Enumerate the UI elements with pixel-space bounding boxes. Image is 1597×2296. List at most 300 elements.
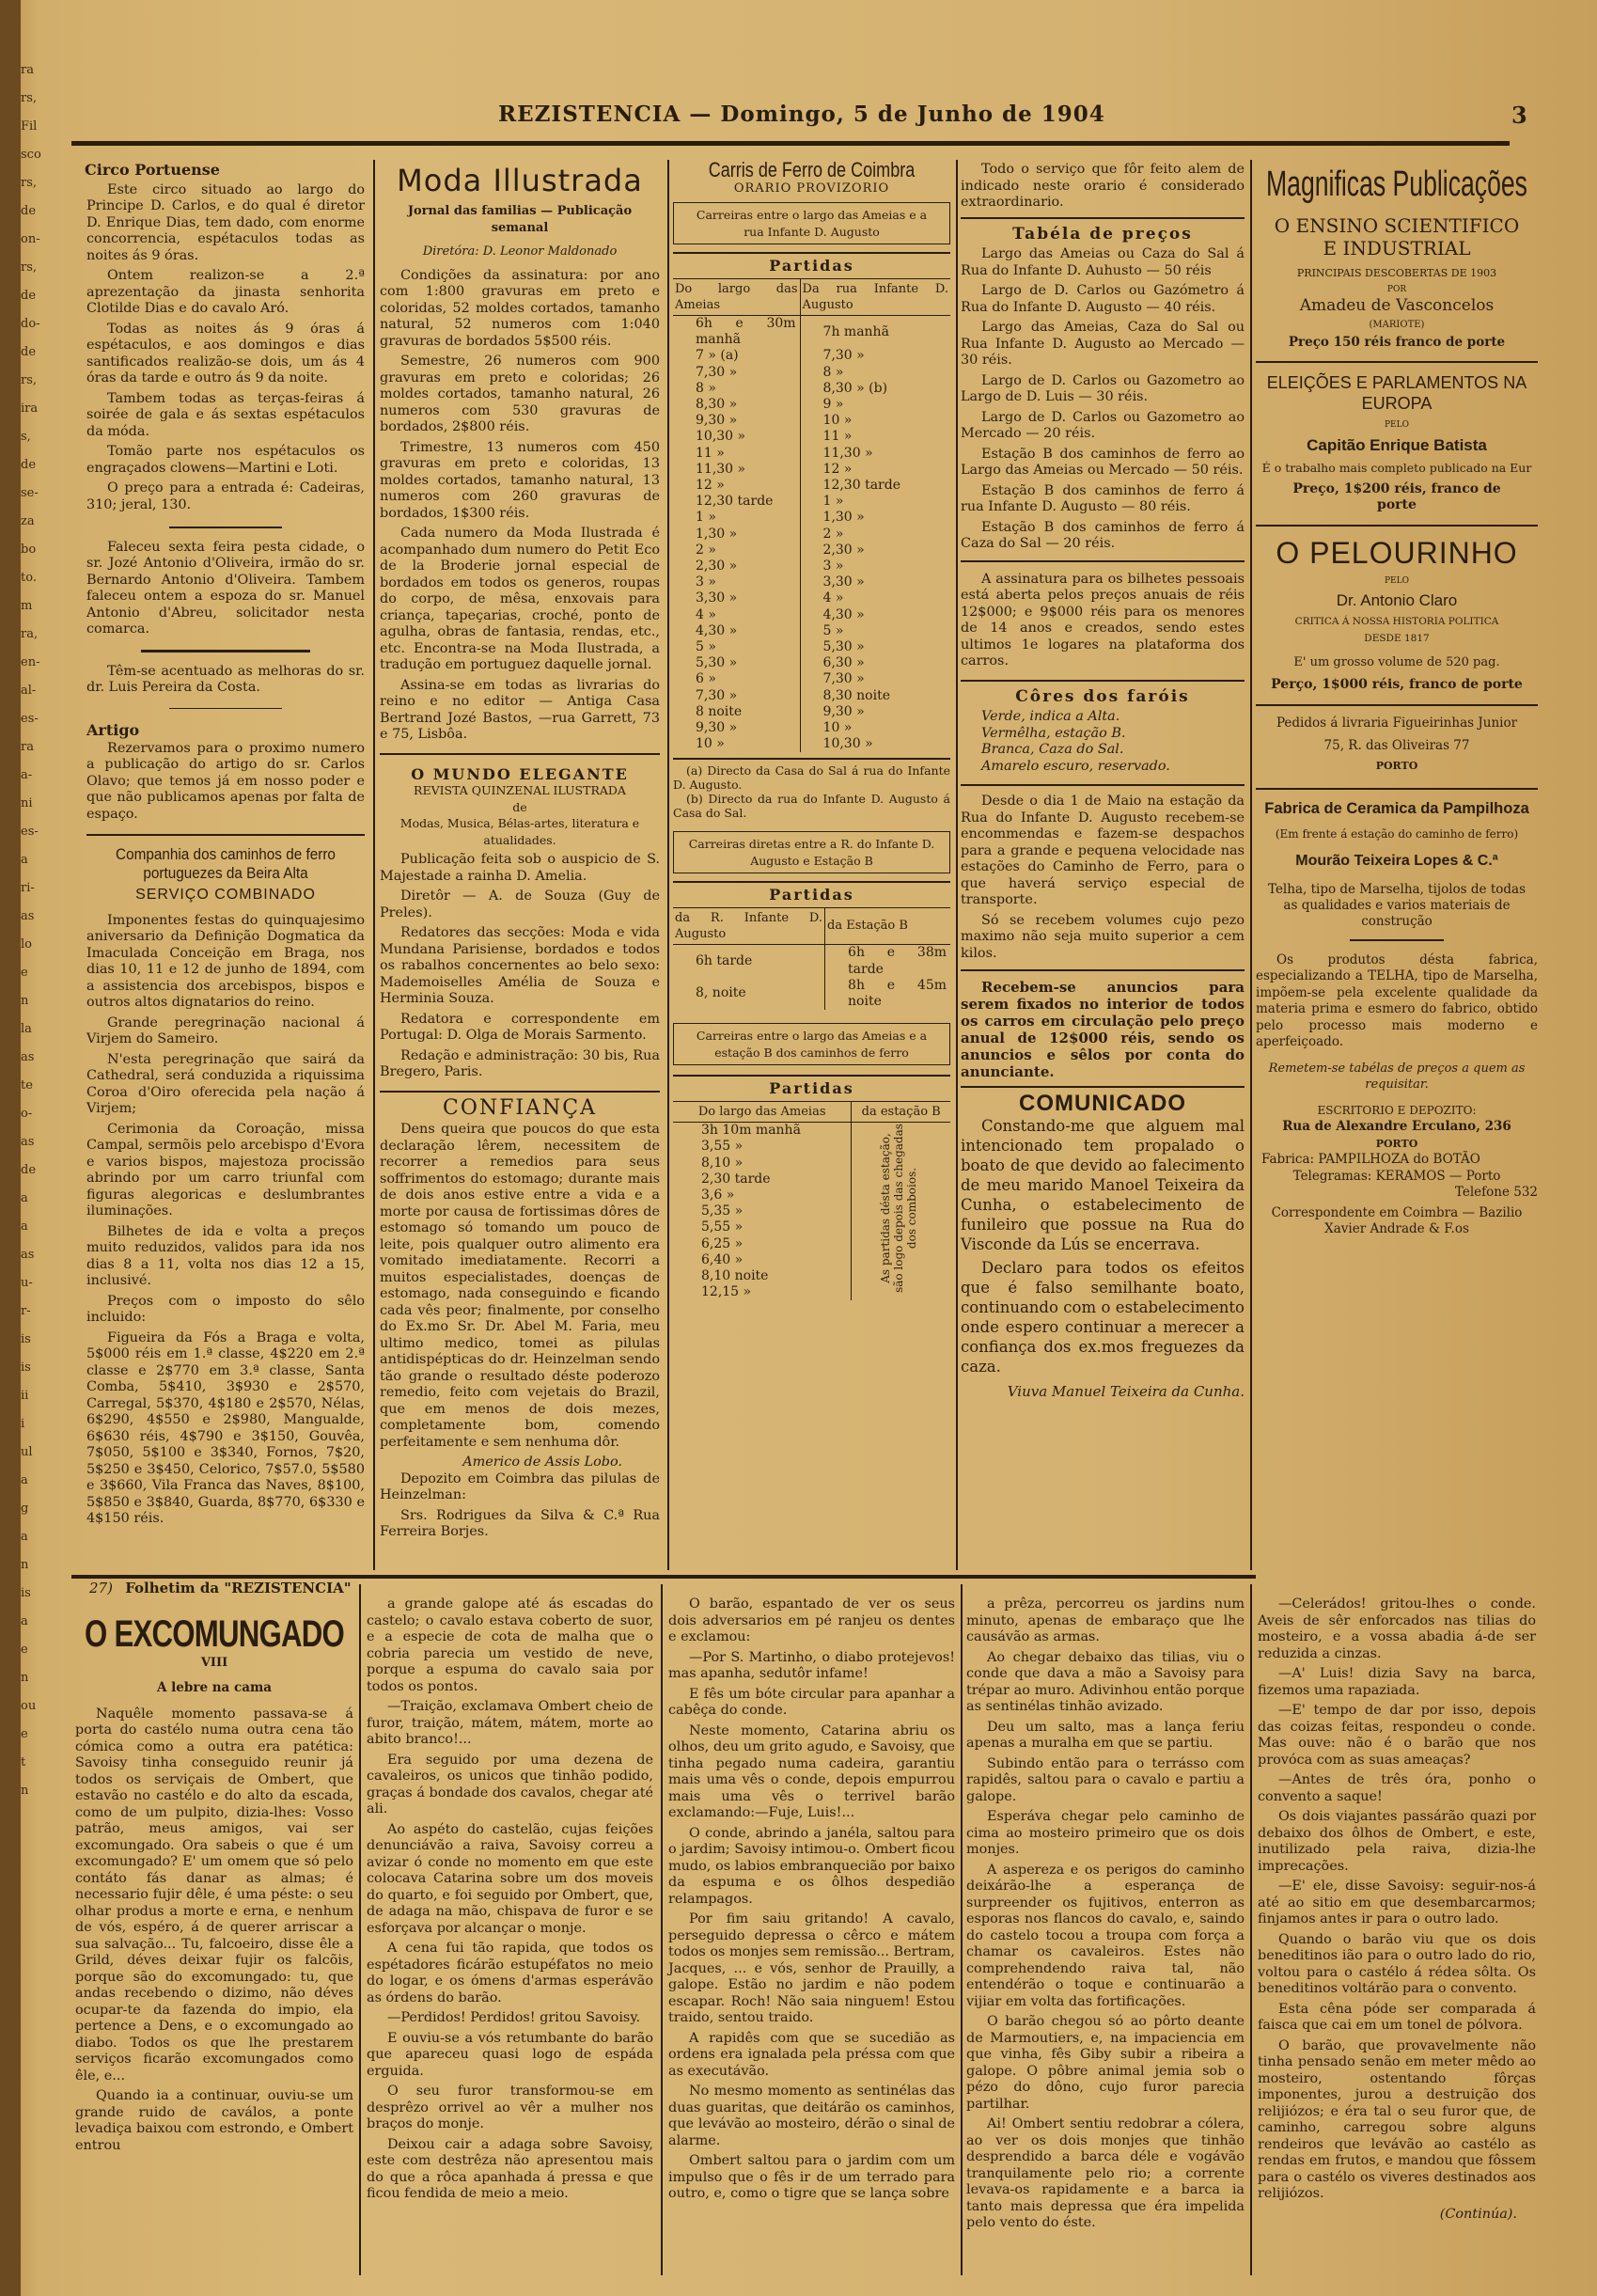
schedule-1-row xyxy=(673,558,950,574)
margin-fragment: la xyxy=(21,1022,32,1036)
margin-fragment: is xyxy=(21,1586,31,1600)
companhia-paragraph: N'esta peregrinação que sairá da Cathedral, será conduzida a riquissima Coroa d'Oiro oferecida pela nação á Virjem; xyxy=(86,1051,365,1116)
schedule-cell: 6h e 30m manhã xyxy=(673,315,800,348)
schedule-3 xyxy=(673,1102,950,1301)
comunicado-article xyxy=(961,1116,1245,1376)
desde-label: DESDE 1817 xyxy=(1364,632,1430,644)
companhia-title: Companhia dos caminhos de ferro portuguezes da Beira Alta xyxy=(116,845,336,882)
schedule-3-row: 3,6 » xyxy=(701,1187,735,1203)
schedule-1-row xyxy=(673,365,950,381)
tabela-title: Tabéla de preços xyxy=(1012,224,1193,244)
cores-list xyxy=(961,709,1245,775)
folhetim-paragraph: Ai! Ombert sentiu redobrar a cólera, ao ver os dois monjes que tinhão desprendido a barca déle e vogávão tranquilamente pelo rio; a corrente levava-os rapidamente e a barca ia tanto mais depressa que éra impelida pelo vento do éste. xyxy=(966,2116,1245,2230)
schedule-cell: 9,30 » xyxy=(673,413,800,429)
schedule-cell: 9,30 » xyxy=(673,720,800,736)
schedule-cell: 12,30 tarde xyxy=(673,494,800,510)
folhetim-paragraph: —E' ele, disse Savoisy: seguir-nos-á até ao sitio em que desembarcarmos; finjamos antes ir para o outro lado. xyxy=(1258,1879,1536,1926)
schedule-cell: 2,30 » xyxy=(822,542,865,558)
moda-subtitle: Jornal das familias — Publicação semanal xyxy=(407,204,633,235)
por-label: POR xyxy=(1386,284,1407,294)
schedule-cell: 7,30 » xyxy=(673,688,800,704)
confianca-deposit: Depozito em Coimbra das pilulas de Heinzelman: xyxy=(380,1470,660,1502)
schedule-3-row: 6,25 » xyxy=(701,1235,744,1251)
trabalho-note: É o trabalho mais completo publicado na Eur xyxy=(1261,460,1532,475)
margin-fragment: rs, xyxy=(21,176,38,190)
remetem-note: Remetem-se tabélas de preços a quem as requisitar. xyxy=(1268,1061,1526,1092)
margin-fragment: as xyxy=(21,909,35,923)
separator xyxy=(1256,788,1538,790)
schedule-cell: 6h e 38m tarde xyxy=(848,945,947,977)
separator xyxy=(169,527,282,528)
schedule-1-row xyxy=(673,543,950,558)
margin-fragment: al- xyxy=(21,684,37,698)
folhetim-text-3 xyxy=(668,1596,955,2203)
folhetim-paragraph: —Antes de três óra, ponho o convento a saque! xyxy=(1258,1772,1536,1804)
margin-fragment: as xyxy=(21,1248,35,1262)
margin-fragment: a xyxy=(21,1191,28,1205)
circo-paragraph: Este circo situado ao largo do Principe D. Carlos, e do qual é diretor D. Enrique Dias, tem dado, com enorme concorrencia, espétaculos todas as noites ás 9 óras. xyxy=(86,181,365,263)
margin-fragment: s, xyxy=(21,430,31,444)
schedule-1-row xyxy=(673,574,950,590)
margin-fragment: rs, xyxy=(21,260,38,275)
margin-fragment: ra xyxy=(21,740,34,754)
route-2-box: Carreiras diretas entre a R. do Infante D. Augusto e Estação B xyxy=(673,831,950,873)
margin-fragment: Fil xyxy=(21,119,38,134)
confianca-paragraph: Dens queira que poucos do que esta declaração lêrem, necessitem de recorrer a remedios para seus soffrimentos do estomago; durante mais de dois anos estive entre a vida e a morte por causa de fortissimas dôres de estomago só tomando um pouco de leite, pois qualquer outro alimento era vomitado imediatamente. Recorri a muitos especialistades, doenças de estomago, nada conseguindo e ficando cada vês peor; finalmente, por conselho do Ex.mo Sr. Dr. Abel M. Faria, meu ultimo medico, tomei as pilulas antidispépticas do dr. Heinzelman sendo tão grande o resultado déste poderozo remedio, feito com vejetais do Brazil, que em menos de dois mezes, completamente bom, comendo perfeitamente e sem nenhuma dôr. xyxy=(380,1122,660,1450)
schedule-1-row xyxy=(673,397,950,413)
continua-label: (Continúa). xyxy=(1439,2206,1517,2222)
schedule-2-row xyxy=(673,945,950,978)
folhetim-paragraph: Quando o barão viu que os dois beneditinos ião para o outro lado do rio, voltou para o castélo á rédea sôlta. Os beneditinos voltárão para o convento. xyxy=(1258,1931,1536,1996)
pelo-label-2: PELO xyxy=(1385,576,1409,586)
folhetim-paragraph: E fês um bóte circular para apanhar a cabêça do conde. xyxy=(668,1686,955,1718)
moda-article xyxy=(380,268,660,744)
schedule-cell: 1,30 » xyxy=(822,510,865,526)
confianca-title: CONFIANÇA xyxy=(443,1095,597,1120)
health-note: Têm-se acentuado as melhoras do sr. dr. Luis Pereira da Costa. xyxy=(86,663,365,695)
author-amadeu: Amadeu de Vasconcelos xyxy=(1299,296,1495,315)
separator xyxy=(169,708,282,710)
schedule-cell: 10,30 » xyxy=(673,429,800,445)
separator xyxy=(141,650,310,653)
margin-fragment: t xyxy=(21,1755,26,1769)
margin-fragment: do- xyxy=(21,317,40,331)
margin-fragment: ni xyxy=(21,796,33,810)
maio-article xyxy=(961,794,1245,962)
page-header xyxy=(56,102,1542,139)
schedule-cell: 7 » (a) xyxy=(673,348,800,364)
folhetim-text-4 xyxy=(966,1596,1245,2232)
cores-item: Branca, Caza do Sal. xyxy=(981,742,1124,757)
schedule-1-row xyxy=(673,688,950,704)
schedule-cell: 3 » xyxy=(822,558,844,574)
pelo-label: PELO xyxy=(1385,419,1409,430)
folhetim-paragraph: Era seguido por uma dezena de cavaleiros, os unicos que tinhão podido, graças á bondade dos cavalos, chegar até ali. xyxy=(367,1752,653,1816)
schedule-3-row: 5,35 » xyxy=(701,1203,744,1219)
circo-paragraph: Tambem todas as terças-feiras á soirée de gala e ás sextas espétaculos da móda. xyxy=(86,390,365,439)
schedule-table-1 xyxy=(673,279,950,753)
schedule-cell: 2 » xyxy=(822,526,844,542)
margin-fragment: de xyxy=(21,458,37,472)
circo-paragraph: Tomão parte nos espétaculos os engraçados clowens—Martini e Loti. xyxy=(86,444,365,476)
schedule-cell: 5 » xyxy=(673,639,800,655)
column-rule xyxy=(373,160,375,1570)
schedule-1-row xyxy=(673,655,950,671)
comunicado-title: COMUNICADO xyxy=(1019,1091,1186,1116)
separator xyxy=(1350,939,1444,941)
schedule-1-row xyxy=(673,315,950,348)
preco-1: Preço 150 réis franco de porte xyxy=(1288,335,1506,350)
margin-fragment: r- xyxy=(21,1304,31,1318)
folhetim-rule xyxy=(71,1575,1256,1579)
schedule-cell: 1 » xyxy=(673,510,800,526)
schedule-cell: 8 » xyxy=(822,364,844,380)
schedule-3-row: 5,55 » xyxy=(701,1219,744,1235)
separator xyxy=(673,758,950,760)
folhetim-label: Folhetim da "REZISTENCIA" xyxy=(125,1580,352,1596)
schedule-cell: 5 » xyxy=(822,622,844,638)
orario-note: Todo o serviço que fôr feito alem de indicado neste orario é considerado extraordinario. xyxy=(961,162,1245,210)
volume-note: E' um grosso volume de 520 pag. xyxy=(1293,655,1500,669)
folhetim-paragraph: Deixou cair a adaga sobre Savoisy, este com destrêza não apresentou mais do que a rôca apanhada á pressa e que ficou fendida de meio a meio. xyxy=(367,2136,653,2201)
magnificas-title: Magnificas Publicações xyxy=(1266,165,1527,204)
schedule-cell: 6 » xyxy=(673,671,800,687)
margin-fragment: e xyxy=(21,1727,28,1741)
mundo-topics: Modas, Musica, Bélas-artes, literatura e atualidades. xyxy=(399,816,640,847)
maio-paragraph: Só se recebem volumes cujo pezo maximo não seja muito superior a cem kilos. xyxy=(961,912,1245,961)
tabela-precos xyxy=(961,246,1245,553)
companhia-paragraph: Imponentes festas do quinquajesimo aniversario da Definição Dogmatica da Imaculada Conceição em Braga, nos dias 10, 11 e 12 de junho de 1894, com a assistencia dos arcebispos, bispos e outros altos dignatarios do reino. xyxy=(86,912,365,1010)
schedule-1-row xyxy=(673,607,950,623)
schedule-1-row xyxy=(673,590,950,606)
margin-fragment: ra xyxy=(21,63,34,77)
column-rule xyxy=(1250,1584,1252,2275)
margin-fragment: ul xyxy=(21,1445,33,1459)
schedule-cell: 1 » xyxy=(822,494,844,510)
escritorio-label: ESCRITORIO E DEPOZITO: xyxy=(1317,1103,1477,1117)
obituary-article xyxy=(86,540,365,638)
moda-paragraph: Semestre, 26 numeros com 900 gravuras em preto e coloridas; 26 moldes cortados, tamanho natural, 26 numeros com 530 gravuras de bordados, 2$800 réis. xyxy=(380,354,660,434)
folhetim-paragraph: A rapidês com que se sucedião as ordens era ignalada pela préssa com que as executávão. xyxy=(668,2030,955,2079)
margin-fragment: as xyxy=(21,1050,35,1064)
schedule-cell: 12 » xyxy=(673,478,800,494)
margin-fragment: e xyxy=(21,1643,28,1657)
column-rule xyxy=(667,160,669,1570)
cores-item: Vermêlha, estação B. xyxy=(981,725,1126,741)
margin-fragment: de xyxy=(21,345,37,359)
folhetim-text-1 xyxy=(75,1706,353,2155)
schedule-3-row: 3,55 » xyxy=(701,1139,744,1155)
maio-paragraph: Desde o dia 1 de Maio na estação da Rua do Infante D. Augusto recebem-se encommendas e fazem-se despachos para a grande e pequena velocidade nas estações do Caminho de Ferro, para o que haverá serviço especial de transporte. xyxy=(961,794,1245,907)
cores-item: Verde, indica a Alta. xyxy=(981,709,1120,724)
schedule-3-row: 3h 10m manhã xyxy=(701,1123,801,1139)
separator xyxy=(1256,704,1538,706)
artigo-heading: Artigo xyxy=(86,721,140,739)
separator xyxy=(380,753,660,755)
companhia-paragraph: Figueira da Fós a Braga e volta, 5$000 réis em 1.ª classe, 4$220 em 2.ª classe e 2$770 em 3.ª classe, Santa Comba, 5$410, 3$930 e 2$570, Carregal, 5$370, 4$180 e 2$570, Nélas, 6$290, 4$550 e 2$980, Mangualde, 6$630 réis, 4$790 e 3$150, Gouvêa, 7$050, 5$100 e 3$340, Fornos, 7$20, 5$250 e 3$450, Celorico, 7$57.0, 5$580 e 3$660, Vila Franca das Naves, 8$100, 5$850 e 3$840, Guarda, 8$770, 6$330 e 4$150 réis. xyxy=(86,1329,365,1526)
folhetim-paragraph: O seu furor transformou-se em desprêzo orrivel ao vêr a mulher nos braços do monje. xyxy=(367,2084,653,2131)
margin-fragment: to. xyxy=(21,571,37,585)
margin-fragment: de xyxy=(21,289,37,303)
moda-paragraph: Cada numero da Moda Ilustrada é acompanhado dum numero do Petit Eco de la Broderie jornal especial de bordados em todos os generos, roupas do corpo, de mêsa, enxovais para criança, tapeçarias, croché, ponto de agulha, obras de fantasia, rendas, etc., etc. Encontra-se na Moda Ilustrada, a tradução em portuguez daquelle jornal. xyxy=(380,526,660,672)
margin-fragment: i xyxy=(21,1417,25,1431)
schedule-cell: 10 » xyxy=(822,413,853,429)
separator xyxy=(961,969,1245,971)
companhia-paragraph: Grande peregrinação nacional á Virjem do Sameiro. xyxy=(86,1014,365,1046)
schedule-cell: 12 » xyxy=(822,461,853,477)
schedule-2-col-a: da R. Infante D. Augusto xyxy=(673,908,825,945)
folhetim-paragraph: No mesmo momento as sentinélas das duas guaritas, que deitárão os caminhos, que levávão ao mosteiro, dérão o sinal de alarme. xyxy=(668,2084,955,2148)
schedule-cell: 3 » xyxy=(673,574,800,590)
schedule-1-row xyxy=(673,736,950,752)
margin-fragment: n xyxy=(21,1558,29,1572)
schedule-3-col-a: Do largo das Ameias xyxy=(673,1102,851,1124)
schedule-cell: 11,30 » xyxy=(822,445,873,461)
margin-fragment: te xyxy=(21,1078,33,1093)
folhetim-paragraph: A aspereza e os perigos do caminho deixárão-lhe a esperança de surpreender os fujitivos, enterron as esporas nos flancos do cavalo, e, saindo do castelo tocou a troupa com força a chamar os cavaleiros. Estes não comprehendendo raiva tal, não entendérão o toque e continuarão a vijiar em volta das fortificações. xyxy=(966,1862,1245,2009)
schedule-1-row xyxy=(673,381,950,397)
page-number: 3 xyxy=(1511,102,1527,129)
folhetim-paragraph: Os dois viajantes passárão quazi por debaixo dos ôlhos de Ombert, e este, inutilizado pela raiva, dizia-lhe imprecações. xyxy=(1258,1809,1536,1874)
margin-fragment: m xyxy=(21,599,33,613)
companhia-paragraph: Bilhetes de ida e volta a preços muito reduzidos, validos para ida nos dias 8 a 11, volta nos dias 12 a 15, inclusivé. xyxy=(86,1223,365,1288)
schedule-1-row xyxy=(673,462,950,478)
separator xyxy=(961,217,1245,219)
partidas-heading-2: Partidas xyxy=(673,881,950,908)
folhetim-text-5 xyxy=(1258,1596,1536,2203)
folhetim-paragraph: Por fim saiu gritando! A cavalo, perseguido depressa o cêrco e mátem todos os monjes sem remissão... Bertram, Jacques, ... e vós, senhor de Prauilly, a galope. Estão no jardim e não podem escapar. Roch! Não saia ninguem! Estou traido, sentou traido. xyxy=(668,1911,955,2025)
folhetim-paragraph: Neste momento, Catarina abriu os olhos, deu um grito agudo, e Savoisy, que tinha pegado numa cadeira, garantiu mais uma vês o conde, depois empurrou mais uma vês o terrivel barão exclamando:—Fuje, Luis!... xyxy=(668,1722,955,1820)
telefone: Telefone 532 xyxy=(1454,1185,1538,1200)
tabela-paragraph: Largo das Ameias, Caza do Sal ou Rua Infante D. Augusto ao Mercado — 30 réis. xyxy=(961,320,1245,368)
margin-fragment: is xyxy=(21,1360,31,1375)
column-5 xyxy=(1256,162,1538,1238)
schedule-1-row xyxy=(673,413,950,429)
mundo-paragraph: Redatores das secções: Moda e vida Mundana Parisiense, bordados e todos os rabalhos concernentes ao belo sexo: Mademoiselles Amélia de Souza e Herminia Souza. xyxy=(380,925,660,1006)
fabrica-address: Fabrica: PAMPILHOZA do BOTÃO xyxy=(1261,1152,1480,1167)
tabela-paragraph: Largo de D. Carlos ou Gazometro ao Largo de D. Luis — 30 réis. xyxy=(961,372,1245,404)
schedule-cell: 7h manhã xyxy=(822,323,889,339)
margin-fragment: o- xyxy=(21,1107,33,1121)
moda-paragraph: Assina-se em todas as livrarias do reino e no editor — Antiga Casa Bertrand Jozé Bastos, —rua Garrett, 73 e 75, Lisbôa. xyxy=(380,677,660,742)
folhetim-col-4 xyxy=(966,1596,1245,2236)
column-1 xyxy=(86,162,365,1532)
route-3-box: Carreiras entre o largo das Ameias e a estação B dos caminhos de ferro xyxy=(673,1023,950,1065)
margin-fragment: a xyxy=(21,1219,28,1234)
separator xyxy=(380,1091,660,1093)
mundo-article xyxy=(380,852,660,1081)
assinatura-text: A assinatura para os bilhetes pessoais está aberta pelos preços anuais de réis 12$000; e 9$000 réis para os menores de 14 anos e creados, sendo estes ultimos 1e logares na plataforma dos carros. xyxy=(961,571,1245,668)
route-1-box: Carreiras entre o largo das Ameias e a rua Infante D. Augusto xyxy=(673,202,950,244)
folhetim-paragraph: —Por S. Martinho, o diabo protejevos! mas apanha, sedutôr infame! xyxy=(668,1649,955,1681)
folhetim-paragraph: —A' Luis! dizia Savy na barca, fizemos uma rapaziada. xyxy=(1258,1666,1536,1698)
note-a: (a) Directo da Casa do Sal á rua do Infante D. Augusto. xyxy=(673,763,950,793)
companhia-paragraph: Preços com o imposto do sêlo incluido: xyxy=(86,1293,365,1325)
folhetim-col-3 xyxy=(668,1596,955,2207)
left-binding-margin xyxy=(0,0,21,2296)
folhetim-col-2 xyxy=(367,1596,653,2207)
tabela-paragraph: Estação B dos caminhos de ferro á rua Infante D. Augusto — 80 réis. xyxy=(961,482,1245,514)
schedule-cell: 11,30 » xyxy=(673,462,800,478)
escritorio-rua: Rua de Alexandre Erculano, 236 xyxy=(1282,1119,1511,1134)
mundo-paragraph: Publicação feita sob o auspicio de S. Majestade a rainha D. Amelia. xyxy=(380,852,660,884)
confianca-article xyxy=(380,1122,660,1451)
schedule-1-row xyxy=(673,348,950,364)
carris-title: Carris de Ferro de Coimbra xyxy=(708,158,916,181)
comunicado-paragraph: Declaro para todos os efeitos que é falso semilhante boato, continuando com o estabelecimento onde espero continuar a merecer a confiança dos ex.mos freguezes da caza. xyxy=(961,1258,1245,1376)
margin-fragment: ii xyxy=(21,1389,29,1403)
column-rule xyxy=(661,1584,663,2275)
schedule-cell: 9 » xyxy=(822,396,844,412)
tabela-paragraph: Estação B dos caminhos de ferro á Caza do Sal — 20 réis. xyxy=(961,519,1245,551)
schedule-cell: 8 noite xyxy=(673,704,800,720)
critica-title: CRITICA Á NOSSA HISTORIA POLITICA xyxy=(1294,616,1499,627)
folhetim-paragraph: Esperáva chegar pelo caminho de cima ao mosteiro primeiro que os dois monjes. xyxy=(966,1809,1245,1857)
folhetim-paragraph: —E' tempo de dar por isso, depois das coizas feitas, respondeu o conde. Mas ouve: não é o barão que nos provóca com as suas ameaças? xyxy=(1258,1703,1536,1768)
companhia-subtitle: SERVIÇO COMBINADO xyxy=(135,887,316,903)
column-2 xyxy=(380,162,660,1545)
margin-fragment: g xyxy=(21,1502,29,1516)
column-4 xyxy=(961,162,1245,1400)
margin-fragment: a- xyxy=(21,768,33,782)
schedule-cell: 10,30 » xyxy=(822,736,873,752)
schedule-cell: 8, noite xyxy=(673,978,825,1010)
folhetim-paragraph: O barão chegou só ao pôrto deante de Marmoutiers, e, na impaciencia em que vinha, fês Giby subir a ribeira a galope. O pôbre animal jemia sob o pézo do dôno, cujo furor parecia partilhar. xyxy=(966,2014,1245,2112)
fabrica-location: (Em frente á estação do caminho de ferro) xyxy=(1275,827,1519,841)
folhetim-paragraph: —Celerádos! gritou-lhes o conde. Aveis de sêr enforcados nas tilias do mosteiro, e a vossa abadia á-de ser reduzida a cinzas. xyxy=(1258,1596,1536,1661)
folhetim-paragraph: —Traição, exclamava Ombert cheio de furor, traição, mátem, mátem, morte ao abito branco!... xyxy=(367,1699,653,1747)
schedule-3-row: 8,10 noite xyxy=(701,1267,769,1283)
folhetim-paragraph: A cena fui tão rapida, que todos os espétadores ficárão estupéfatos no meio do logar, e os ómens d'armas esperávão as órdens do barão. xyxy=(367,1941,653,2005)
tabela-paragraph: Largo das Ameias ou Caza do Sal á Rua do Infante D. Auhusto — 50 réis xyxy=(961,246,1245,278)
mundo-subtitle: REVISTA QUINZENAL ILUSTRADA xyxy=(414,783,626,797)
separator xyxy=(961,560,1245,562)
schedule-1-col-a: Do largo das Ameias xyxy=(673,279,800,316)
folhetim-paragraph: Deu um salto, mas a lança feriu apenas a muralha em que se partiu. xyxy=(966,1719,1245,1751)
separator xyxy=(961,680,1245,682)
tabela-paragraph: Largo de D. Carlos ou Gazometro ao Mercado — 20 réis. xyxy=(961,409,1245,441)
column-3 xyxy=(673,158,950,1300)
schedule-cell: 3,30 » xyxy=(673,590,800,606)
schedule-1-row xyxy=(673,494,950,510)
moda-director: Diretóra: D. Leonor Maldonado xyxy=(422,244,618,259)
margin-fragment: is xyxy=(21,1332,31,1346)
folhetim-paragraph: Ombert saltou para o jardim com um impulso que o fês ir de um terrado para outro, e, como o tigre que se lança sobre xyxy=(668,2153,955,2201)
schedule-cell: 1,30 » xyxy=(673,527,800,543)
margin-fragment: ra, xyxy=(21,627,39,641)
schedule-2-col-b: da Estação B xyxy=(825,908,950,945)
folhetim-col-5 xyxy=(1258,1596,1536,2223)
folhetim-paragraph: O conde, abrindo a janéla, saltou para o jardim; Savoisy intimou-o. Ombert ficou mudo, os labios embranquecião por baixo da espuma e os ôlhos despedião relampagos. xyxy=(668,1825,955,1907)
schedule-cell: 4 » xyxy=(822,590,844,606)
schedule-cell: 11 » xyxy=(673,446,800,462)
partidas-heading-1: Partidas xyxy=(673,252,950,279)
preco-2: Preço, 1$200 réis, franco de porte xyxy=(1292,481,1501,512)
column-rule xyxy=(961,1584,963,2275)
tabela-paragraph: Largo de D. Carlos ou Gazómetro á Rua do Infante D. Augusto — 40 réis. xyxy=(961,283,1245,315)
schedule-3-col-b: da estação B xyxy=(852,1102,950,1124)
margin-fragment: de xyxy=(21,1163,37,1177)
margin-fragment: as xyxy=(21,1135,35,1149)
obituary-paragraph: Faleceu sexta feira pesta cidade, o sr. Jozé Antonio d'Oliveira, irmão do sr. Bernardo Antonio d'Oliveira. Tambem faleceu ontem a espoza do sr. Manuel Antonio d'Abreu, solicitador nesta comarca. xyxy=(86,539,365,637)
schedule-cell: 8h e 45m noite xyxy=(848,977,947,1009)
folhetim-paragraph: Ao aspéto do castelão, cujas feições denunciávão a raiva, Savoisy correu a avizar ó conde no momento em que este colocava Catarina sobre um dos moveis do quarto, e foi seguido por Ombert, que, de adaga na mão, chispava de furor e se esforçava por alcançar o monje. xyxy=(367,1821,653,1936)
mundo-title: O MUNDO ELEGANTE xyxy=(411,764,629,783)
schedule-cell: 5,30 » xyxy=(673,655,800,671)
schedule-cell: 3,30 » xyxy=(822,574,865,590)
schedule-cell: 5,30 » xyxy=(822,638,865,654)
schedule-cell: 9,30 » xyxy=(822,703,865,719)
chapter-title: A lebre na cama xyxy=(157,1680,272,1695)
comunicado-paragraph: Constando-me que alguem mal intencionado tem propalado o boato de que devido ao falecimento de meu marido Manoel Teixeira da Cunha, o estabelecimento de funileiro que possue na Rua do Visconde da Lús se encerrava. xyxy=(961,1116,1245,1253)
header-rule xyxy=(71,141,1510,146)
folhetim-paragraph: —Perdidos! Perdidos! gritou Savoisy. xyxy=(387,2010,641,2025)
pelourinho-title: O PELOURINHO xyxy=(1276,536,1518,570)
margin-fragment: es- xyxy=(21,712,39,726)
margin-fragment: ri- xyxy=(21,881,35,895)
schedule-cell: 8,30 » (b) xyxy=(822,380,888,396)
folhetim-paragraph: a grande galope até ás escadas do castelo; o cavalo estava coberto de suor, e a especie de cota de malha que o cobria parecia um vestido de neve, porque a espuma do cavalo saia por todos os pontos. xyxy=(367,1596,653,1694)
margin-fragment: za xyxy=(21,514,35,528)
principais: PRINCIPAIS DESCOBERTAS DE 1903 xyxy=(1296,267,1497,279)
produtos-text: Os produtos désta fabrica, especializando a TELHA, tipo de Marselha, impõem-se pela excelente qualidade da materia prima e esmero do fabrico, obtido pelo processo mais moderno e aperfeiçoado. xyxy=(1256,951,1538,1049)
schedule-1-row xyxy=(673,429,950,445)
ensino-title-1: O ENSINO SCIENTIFICO xyxy=(1274,214,1520,237)
margin-fragment: sco xyxy=(21,148,41,162)
schedule-cell: 7,30 » xyxy=(822,671,865,687)
tabela-paragraph: Estação B dos caminhos de ferro ao Largo das Ameias ou Mercado — 50 réis. xyxy=(961,446,1245,478)
eleicoes-title: ELEIÇÕES E PARLAMENTOS NA EUROPA xyxy=(1266,372,1527,413)
folhetim-paragraph: a prêza, percorreu os jardins num minuto, apenas de embaraço que lhe causávão as armas. xyxy=(966,1596,1245,1644)
schedule-1-row xyxy=(673,671,950,687)
circo-heading: Circo Portuense xyxy=(85,161,220,179)
schedule-cell: 8,30 noite xyxy=(822,687,891,703)
margin-fragment: en- xyxy=(21,655,40,669)
separator xyxy=(86,834,365,836)
porto-label-2: PORTO xyxy=(1375,1137,1418,1150)
circo-paragraph: O preço para a entrada é: Cadeiras, 310; jeral, 130. xyxy=(86,480,365,512)
telegramas: Telegramas: KERAMOS — Porto xyxy=(1292,1168,1501,1184)
fabrica-title: Fabrica de Ceramica da Pampilhoza xyxy=(1264,799,1529,817)
folhetim-paragraph: Ao chegar debaixo das tilias, viu o conde que dava a mão a Savoisy para trépar ao muro. Adivinhou então porque as sentinélas tinhão avizado. xyxy=(966,1649,1245,1714)
schedule-cell: 4,30 » xyxy=(673,623,800,639)
schedule-cell: 7,30 » xyxy=(822,348,865,364)
folhetim-paragraph: Esta cêna póde ser comparada á faisca que cai em um tonel de pólvora. xyxy=(1258,2001,1536,2033)
folhetim-paragraph: E ouviu-se a vós retumbante do barão que apareceu quasi logo de espáda erguida. xyxy=(367,2030,653,2079)
telha-note: Telha, tipo de Marselha, tijolos de todas as qualidades e varios materiais de construção xyxy=(1267,882,1526,929)
schedule-1-row xyxy=(673,446,950,462)
pedidos-note: Pedidos á livraria Figueirinhas Junior xyxy=(1276,716,1518,731)
schedule-cell: 8 » xyxy=(673,381,800,397)
schedule-cell: 7,30 » xyxy=(673,365,800,381)
schedule-1-row xyxy=(673,478,950,494)
margin-fragment: es- xyxy=(21,825,39,839)
schedule-cell: 2 » xyxy=(673,543,800,558)
schedule-1-col-b: Da rua Infante D. Augusto xyxy=(800,279,950,316)
moda-paragraph: Condições da assinatura: por ano com 1:800 gravuras em preto e coloridas, 52 moldes cortados, tamanho natural, 52 numeros com 1:040 gravuras de bordados 5$500 réis. xyxy=(380,267,660,349)
schedule-cell: 10 » xyxy=(822,719,853,735)
margin-fragment: ira xyxy=(21,401,39,416)
folhetim-paragraph: Naquêle momento passava-se á porta do castélo numa outra cena tão cómica como a outra era patética: Savoisy tinha conseguido reunir já todos os serviçais de Ombert, que estavão no castélo e do alto da escada, como de um pulpito, dizia-lhes: Vosso patrão, meus amigos, vai ser excomungado. Ora sabeis o que é um excomungado? E' um omem que só pelo contáto fás danar as almas; é necessario fujir dêle, é uma péste: o seu olhar produs a morte e erna, e nenhum de vós, espéro, á de querer arriscar a sua salvação... Tu, falcoeiro, disse êle a Grild, déves deixar fujir os falcõis, porque são do excomungado: tu, que andas recebendo o dizimo, não déves ocupar-te da fazenda do impio, ela pertence a Dens, e o excomungado ao diabo. Todos os que lhe prestarem serviços ficarão excomungados como êle, e... xyxy=(75,1706,353,2084)
preco-3: Perço, 1$000 réis, franco de porte xyxy=(1271,676,1523,692)
margin-fragment: e xyxy=(21,966,28,980)
circo-paragraph: Todas as noites ás 9 óras á espétaculos, e aos domingos e dias santificados realizão-se dois, um ás 4 óras da tarde e outro ás 9 da noite. xyxy=(86,321,365,385)
folhetim-paragraph: O barão, espantado de ver os seus dois adversarios em pé ranjeu os dentes e exclamou: xyxy=(668,1596,955,1644)
author-claro: Dr. Antonio Claro xyxy=(1336,590,1458,609)
mundo-de: de xyxy=(512,799,527,814)
schedule-cell: 4,30 » xyxy=(822,606,865,622)
porto-label: PORTO xyxy=(1375,760,1418,772)
